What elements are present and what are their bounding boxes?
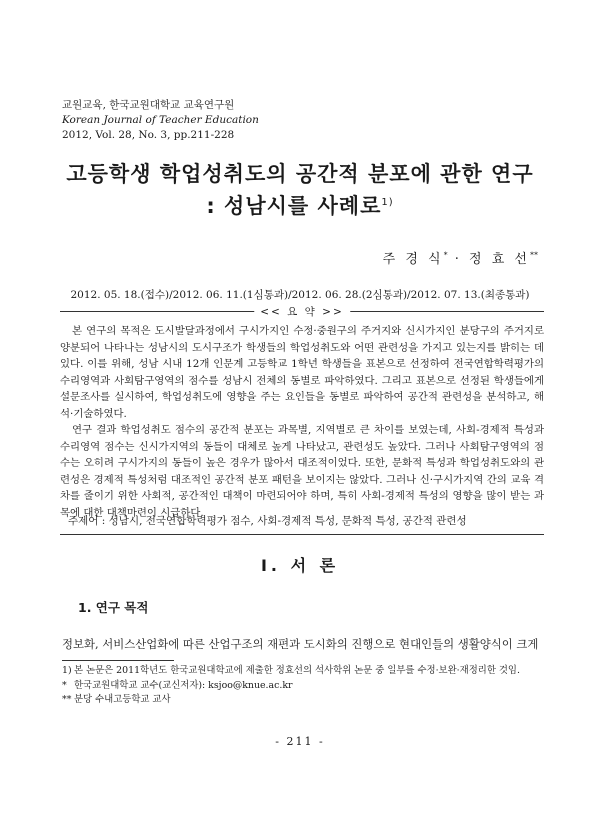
footnote-3 — [62, 693, 542, 708]
footnote-2-mark: * — [62, 679, 67, 691]
journal-volume-info: 2012, Vol. 28, No. 3, pp.211-228 — [62, 129, 235, 141]
keywords-label: 주제어 : — [68, 515, 106, 527]
abstract-paragraph-2: 연구 결과 학업성취도 점수의 공간적 분포는 과목별, 지역별로 큰 차이를 보였는데, 사회-경제적 특성과 수리영역 점수는 신시가지역의 동들이 대체로 높게 나타났고, 관련성도 높았다. 그러나 사회탐구영역의 점수는 오히려 구시가지의 동들이 높은 경우가 많아서 대조적이었다. 또한, 문화적 특성과 학업성취도와의 관련성은 경제적 특성처럼 대조적인 공간적 분포 패턴을 보이지는 않았다. 그러나 신·구시가지역 간의 교육 격차를 줄이기 위한 사회적, 공간적인 대책이 마련되어야 하며, 특히 사회-경제적 특성의 영향을 많이 받는 과목에 대한 대책마련이 시급하다. — [60, 424, 544, 519]
footnote-2 — [62, 679, 542, 694]
author-2: 정 효 선 — [469, 252, 530, 267]
footnotes — [62, 664, 542, 708]
footnote-1-mark: 1) — [62, 665, 72, 676]
footnote-2-text: 한국교원대학교 교수(교신저자): ksjoo@knue.ac.kr — [74, 679, 293, 691]
keywords-line — [60, 509, 544, 535]
author-1: 주 경 식 — [382, 252, 444, 267]
author-2-mark: ** — [530, 250, 538, 260]
abstract — [60, 323, 544, 521]
footnote-1-text: 본 논문은 2011학년도 한국교원대학교에 제출한 정효선의 석사학위 논문 중 일부를 수정·보완·재정리한 것임. — [74, 665, 520, 676]
title-footnote-mark: 1) — [381, 197, 394, 208]
abstract-heading: << 요 약 >> — [254, 304, 350, 319]
journal-header — [62, 98, 259, 143]
journal-name-korean: 교원교육, 한국교원대학교 교육연구원 — [62, 99, 235, 111]
footnote-1 — [62, 664, 542, 679]
review-dates: 2012. 05. 18.(접수)/2012. 06. 11.(1심통과)/2012. 06. 28.(2심통과)/2012. 07. 13.(최종통과) — [70, 289, 530, 301]
authors — [383, 248, 538, 267]
paper-subtitle: : 성남시를 사례로 — [206, 194, 382, 218]
body-text: 정보화, 서비스산업화에 따른 산업구조의 재편과 도시화의 진행으로 현대인들의 생활양식이 크게 — [62, 637, 539, 651]
author-1-mark: * — [443, 250, 448, 260]
journal-name-english: Korean Journal of Teacher Education — [62, 114, 259, 126]
page-number: - 211 - — [275, 735, 325, 748]
abstract-heading-rule — [60, 305, 544, 317]
paper-title-line1: 고등학생 학업성취도의 공간적 분포에 관한 연구 — [66, 162, 534, 186]
footnote-3-text: 분당 수내고등학교 교사 — [74, 694, 171, 705]
footnote-rule — [62, 660, 174, 661]
subsection-heading: 1. 연구 목적 — [78, 600, 149, 615]
keywords-text: 성남시, 전국연합학력평가 점수, 사회-경제적 특성, 문화적 특성, 공간적 관련성 — [108, 515, 467, 527]
abstract-paragraph-1: 본 연구의 목적은 도시발달과정에서 구시가지인 수정·중원구의 주거지와 신시가지인 분당구의 주거지로 양분되어 나타나는 성남시의 도시구조가 학생들의 학업성취도와 어떤 관련성을 가지고 있는지를 밝히는 데 있다. 이를 위해, 성남 시내 12개 인문계 고등학교 1학년 학생들을 표본으로 선정하여 전국연합학력평가의 수리영역과 사회탐구영역의 점수를 성남시 전체의 동별로 파악하였다. 그리고 표본으로 선정된 학생들에게 설문조사를 실시하여, 학업성취도에 영향을 주는 요인들을 동별로 파악하여 공간적 관련성을 분석하고, 해석·기술하였다. — [60, 325, 544, 420]
section-number: Ⅰ. — [260, 556, 281, 575]
section-heading — [0, 553, 600, 576]
footnote-3-mark: ** — [62, 694, 72, 705]
section-title: 서 론 — [290, 556, 340, 575]
author-separator: · — [454, 252, 462, 267]
paper-title-line2 — [0, 190, 600, 220]
